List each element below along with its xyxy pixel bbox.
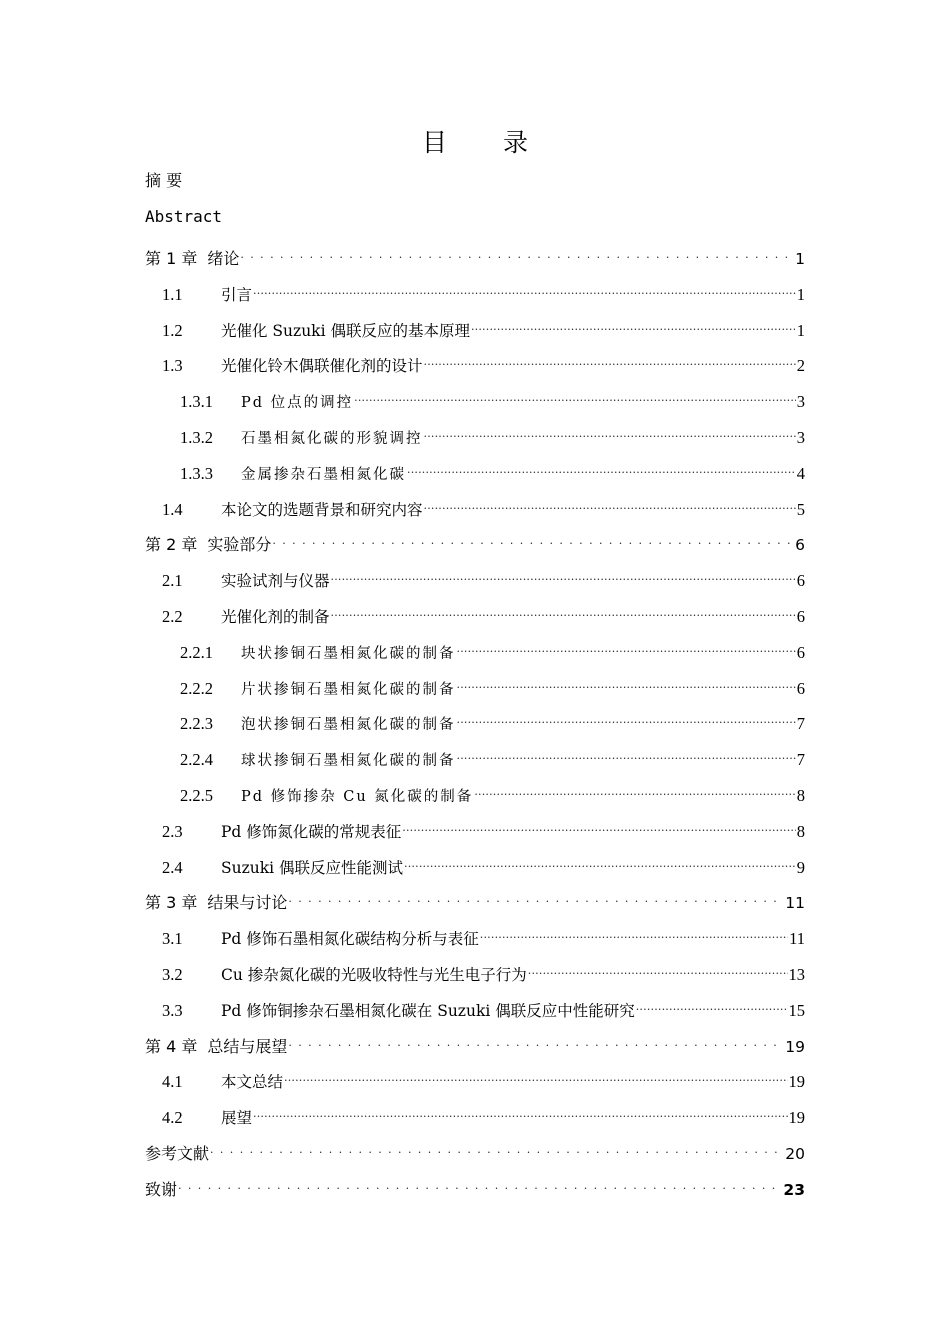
toc-entry[interactable] [162, 813, 805, 841]
dot-leader [402, 813, 795, 837]
toc-entry[interactable] [162, 849, 805, 877]
toc-page-number: 6 [796, 679, 805, 698]
toc-entry-title: 致谢 [145, 1180, 178, 1199]
toc-entry-title: Pd 修饰掺杂 Cu 氮化碳的制备 [241, 789, 474, 805]
toc-entry-title: 片状掺铜石墨相氮化碳的制备 [241, 682, 456, 698]
toc-entry-title: 总结与展望 [207, 1037, 288, 1056]
toc-entry[interactable] [162, 956, 805, 984]
toc-section-number: 3.2 [162, 965, 183, 984]
dot-leader [253, 276, 796, 300]
toc-entry[interactable] [145, 526, 805, 554]
toc-entry[interactable] [180, 419, 805, 447]
dot-leader [331, 598, 796, 622]
toc-entry-title: 石墨相氮化碳的形貌调控 [241, 431, 423, 447]
toc-section-number: 2.2.4 [180, 750, 213, 769]
dot-leader [424, 419, 796, 443]
toc-page-number: 5 [796, 500, 805, 519]
dot-leader [210, 1135, 784, 1159]
toc-page-number: 11 [789, 929, 805, 948]
toc-page-number: 8 [796, 822, 805, 841]
toc-entry-title: Suzuki 偶联反应性能测试 [221, 859, 404, 877]
toc-section-number: 1.3 [162, 356, 183, 375]
toc-page-number: 8 [796, 786, 805, 805]
toc-entry-title: 本文总结 [221, 1073, 284, 1091]
toc-entry-title: 实验试剂与仪器 [221, 572, 330, 590]
toc-section-number: 1.4 [162, 500, 183, 519]
toc-entry[interactable] [180, 634, 805, 662]
toc-section-number: 2.1 [162, 571, 183, 590]
toc-section-number: 1.3.2 [180, 428, 213, 447]
toc-page-number: 7 [796, 714, 805, 733]
dot-leader [474, 777, 795, 801]
toc-entry[interactable] [180, 777, 805, 805]
toc-entry[interactable] [162, 312, 805, 340]
toc-entry[interactable] [162, 992, 805, 1020]
toc-section-number: 2.2.3 [180, 714, 213, 733]
toc-entry[interactable] [162, 920, 805, 948]
dot-leader [457, 741, 796, 765]
dot-leader [457, 670, 796, 694]
toc-page-number: 6 [796, 643, 805, 662]
toc-page-number: 4 [796, 464, 805, 483]
toc-section-number: 3.3 [162, 1001, 183, 1020]
dot-leader [457, 705, 796, 729]
toc-entry-title: 光催化 Suzuki 偶联反应的基本原理 [221, 322, 470, 340]
toc-section-number: 4.1 [162, 1072, 183, 1091]
toc-chapter-number: 第 3 章 [145, 893, 198, 912]
toc-entry-abstract-en[interactable]: Abstract [145, 207, 223, 226]
dot-leader [424, 347, 796, 371]
toc-section-number: 4.2 [162, 1108, 183, 1127]
toc-section-number: 1.1 [162, 285, 183, 304]
toc-entry-title: Pd 位点的调控 [241, 395, 354, 411]
toc-entry-abstract-cn[interactable]: 摘 要 [145, 171, 183, 190]
toc-entry-title: Cu 掺杂氮化碳的光吸收特性与光生电子行为 [221, 966, 527, 984]
toc-entry[interactable] [145, 240, 805, 268]
toc-entry[interactable] [162, 491, 805, 519]
toc-entry-title: Pd 修饰氮化碳的常规表征 [221, 823, 402, 841]
toc-section-number: 2.4 [162, 858, 183, 877]
toc-entry[interactable] [145, 1171, 805, 1199]
toc-page-number: 1 [796, 285, 805, 304]
toc-section-number: 1.2 [162, 321, 183, 340]
toc-entry-title: 光催化铃木偶联催化剂的设计 [221, 357, 423, 375]
toc-entry[interactable] [162, 562, 805, 590]
dot-leader [284, 1063, 787, 1087]
dot-leader [457, 634, 796, 658]
toc-entry[interactable] [162, 598, 805, 626]
toc-entry[interactable] [162, 1099, 805, 1127]
dot-leader [288, 1028, 784, 1052]
toc-entry-title: 本论文的选题背景和研究内容 [221, 501, 423, 519]
toc-section-number: 2.2.2 [180, 679, 213, 698]
toc-entry[interactable] [145, 884, 805, 912]
toc-page-number: 1 [796, 321, 805, 340]
toc-page-number: 23 [783, 1181, 805, 1199]
toc-page-number: 19 [785, 1038, 805, 1056]
toc-entry[interactable] [180, 383, 805, 411]
toc-section-number: 3.1 [162, 929, 183, 948]
toc-entry[interactable] [180, 705, 805, 733]
toc-section-number: 2.2.5 [180, 786, 213, 805]
toc-entry[interactable] [180, 670, 805, 698]
toc-entry-title: Pd 修饰石墨相氮化碳结构分析与表征 [221, 930, 479, 948]
toc-page-number: 3 [796, 428, 805, 447]
toc-entry[interactable] [180, 455, 805, 483]
toc-entry-title: Pd 修饰铜掺杂石墨相氮化碳在 Suzuki 偶联反应中性能研究 [221, 1002, 635, 1020]
dot-leader [288, 884, 784, 908]
toc-page-number: 6 [796, 607, 805, 626]
toc-chapter-number: 第 1 章 [145, 249, 198, 268]
toc-entry-title: 引言 [221, 286, 253, 304]
toc-page-number: 11 [785, 894, 805, 912]
toc-entry-title: 实验部分 [207, 535, 272, 554]
toc-entry[interactable] [162, 1063, 805, 1091]
toc-section-number: 2.2.1 [180, 643, 213, 662]
toc-entry-title: 金属掺杂石墨相氮化碳 [241, 467, 406, 483]
dot-leader [240, 240, 794, 264]
toc-page-number: 3 [796, 392, 805, 411]
dot-leader [636, 992, 788, 1016]
toc-page-number: 2 [796, 356, 805, 375]
toc-page-number: 6 [796, 571, 805, 590]
page-title: 目 录 [422, 128, 552, 157]
toc-section-number: 2.3 [162, 822, 183, 841]
dot-leader [354, 383, 796, 407]
toc-entry[interactable] [145, 1135, 805, 1163]
toc-entry-title: 绪论 [207, 249, 240, 268]
toc-entry-title: 光催化剂的制备 [221, 608, 330, 626]
toc-entry[interactable] [180, 741, 805, 769]
dot-leader [424, 491, 796, 515]
toc-section-number: 1.3.1 [180, 392, 213, 411]
dot-leader [528, 956, 788, 980]
toc-page-number: 19 [788, 1108, 805, 1127]
dot-leader [407, 455, 796, 479]
dot-leader [331, 562, 796, 586]
dot-leader [404, 849, 796, 873]
toc-entry[interactable] [145, 1028, 805, 1056]
toc-entry-title: 展望 [221, 1109, 253, 1127]
toc-entry[interactable] [162, 347, 805, 375]
toc-page-number: 9 [796, 858, 805, 877]
dot-leader [471, 312, 796, 336]
toc-page-number: 6 [795, 536, 805, 554]
dot-leader [178, 1171, 782, 1195]
dot-leader [253, 1099, 787, 1123]
toc-page-number: 20 [785, 1145, 805, 1163]
toc-page-number: 19 [788, 1072, 805, 1091]
dot-leader [272, 526, 794, 550]
toc-entry-title: 参考文献 [145, 1144, 210, 1163]
dot-leader [480, 920, 788, 944]
toc-entry-title: 泡状掺铜石墨相氮化碳的制备 [241, 717, 456, 733]
toc-page-number: 7 [796, 750, 805, 769]
toc-page-number: 1 [795, 250, 805, 268]
toc-page-number: 13 [788, 965, 805, 984]
toc-section-number: 2.2 [162, 607, 183, 626]
toc-entry[interactable] [162, 276, 805, 304]
toc-chapter-number: 第 2 章 [145, 535, 198, 554]
toc-chapter-number: 第 4 章 [145, 1037, 198, 1056]
toc-entry-title: 块状掺铜石墨相氮化碳的制备 [241, 646, 456, 662]
toc-section-number: 1.3.3 [180, 464, 213, 483]
toc-entry-title: 球状掺铜石墨相氮化碳的制备 [241, 753, 456, 769]
toc-page-number: 15 [788, 1001, 805, 1020]
toc-entry-title: 结果与讨论 [207, 893, 288, 912]
